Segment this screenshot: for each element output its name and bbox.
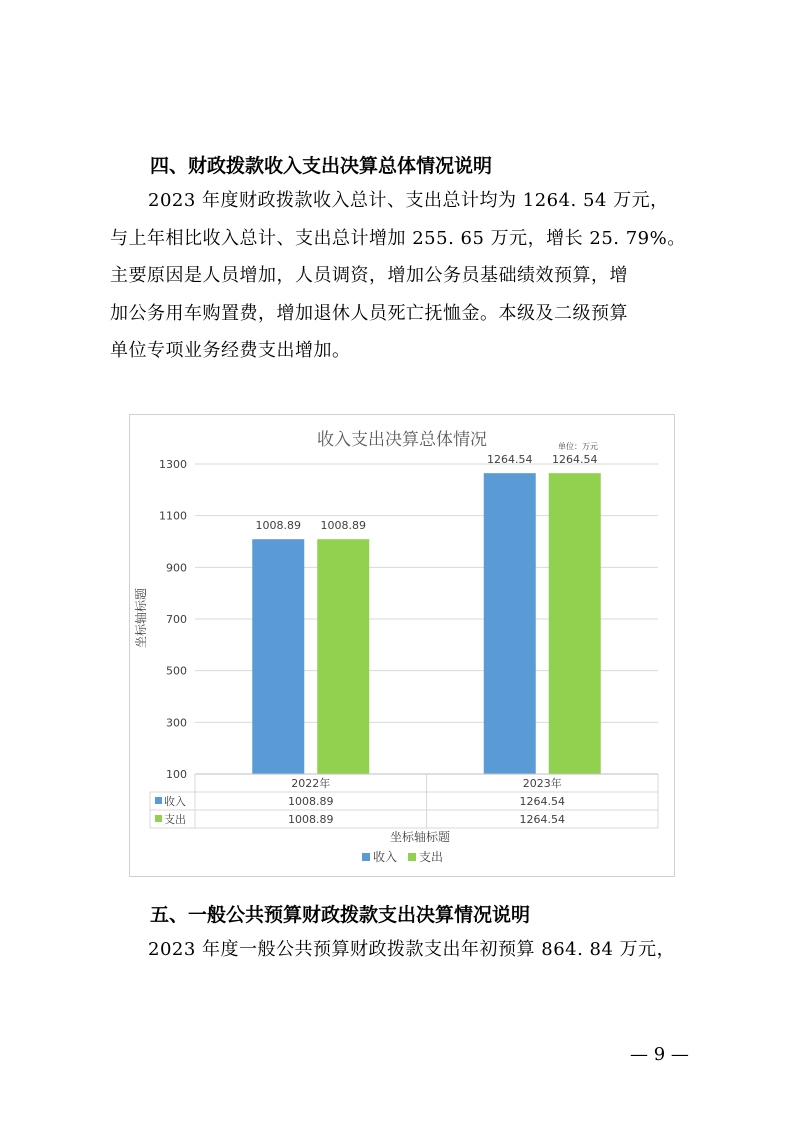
bar-data-label: 1264.54	[552, 453, 598, 467]
income-expense-chart	[129, 414, 675, 877]
section-4-heading: 四、财政拨款收入支出决算总体情况说明	[150, 155, 493, 177]
x-category-label: 2022年	[291, 777, 331, 790]
bar-收入	[484, 473, 536, 774]
section-5-heading: 五、一般公共预算财政拨款支出决算情况说明	[150, 904, 531, 926]
table-cell: 1264.54	[519, 813, 565, 826]
legend-key	[362, 853, 370, 861]
bar-收入	[252, 539, 304, 774]
paragraph-line: 单位专项业务经费支出增加。	[110, 340, 351, 361]
x-category-label: 2023年	[522, 777, 562, 790]
table-cell: 1008.89	[288, 813, 334, 826]
chart-title: 收入支出决算总体情况	[317, 430, 487, 450]
x-axis-title: 坐标轴标题	[389, 830, 451, 844]
table-cell: 1008.89	[288, 795, 334, 808]
paragraph-line: 2023 年度一般公共预算财政拨款支出年初预算 864. 84 万元，	[148, 939, 676, 960]
legend-label: 收入	[373, 850, 398, 864]
y-tick-label: 500	[166, 664, 187, 678]
table-legend-key	[155, 815, 162, 822]
paragraph-line: 与上年相比收入总计、支出总计增加 255. 65 万元，增长 25. 79%。	[110, 227, 686, 249]
table-legend-key	[155, 797, 162, 804]
y-tick-label: 1100	[159, 509, 187, 523]
table-series-name: 收入	[164, 795, 186, 808]
legend-key	[408, 853, 416, 861]
bar-支出	[549, 473, 601, 774]
bar-支出	[317, 539, 369, 774]
legend-label: 支出	[419, 850, 444, 864]
table-series-name: 支出	[164, 813, 186, 826]
table-cell: 1264.54	[519, 795, 565, 808]
page-number: — 9 —	[630, 1044, 689, 1065]
paragraph-line: 主要原因是人员增加，人员调资，增加公务员基础绩效预算，增	[110, 265, 628, 286]
y-tick-label: 1300	[159, 458, 187, 471]
y-tick-label: 100	[166, 768, 187, 781]
y-tick-label: 700	[166, 613, 187, 626]
section-5-paragraph	[110, 931, 700, 969]
paragraph-line: 2023 年度财政拨款收入总计、支出总计均为 1264. 54 万元，	[148, 190, 669, 211]
bar-data-label: 1264.54	[487, 453, 533, 467]
bar-data-label: 1008.89	[255, 519, 301, 533]
section-4-paragraph	[110, 182, 700, 370]
y-tick-label: 900	[166, 561, 187, 575]
chart-svg	[130, 415, 674, 876]
y-axis-title: 坐标轴标题	[134, 587, 148, 649]
bar-data-label: 1008.89	[320, 519, 366, 533]
paragraph-line: 加公务用车购置费，增加退休人员死亡抚恤金。本级及二级预算	[110, 302, 628, 324]
chart-unit-note: 单位：万元	[558, 442, 598, 451]
y-tick-label: 300	[166, 716, 187, 730]
